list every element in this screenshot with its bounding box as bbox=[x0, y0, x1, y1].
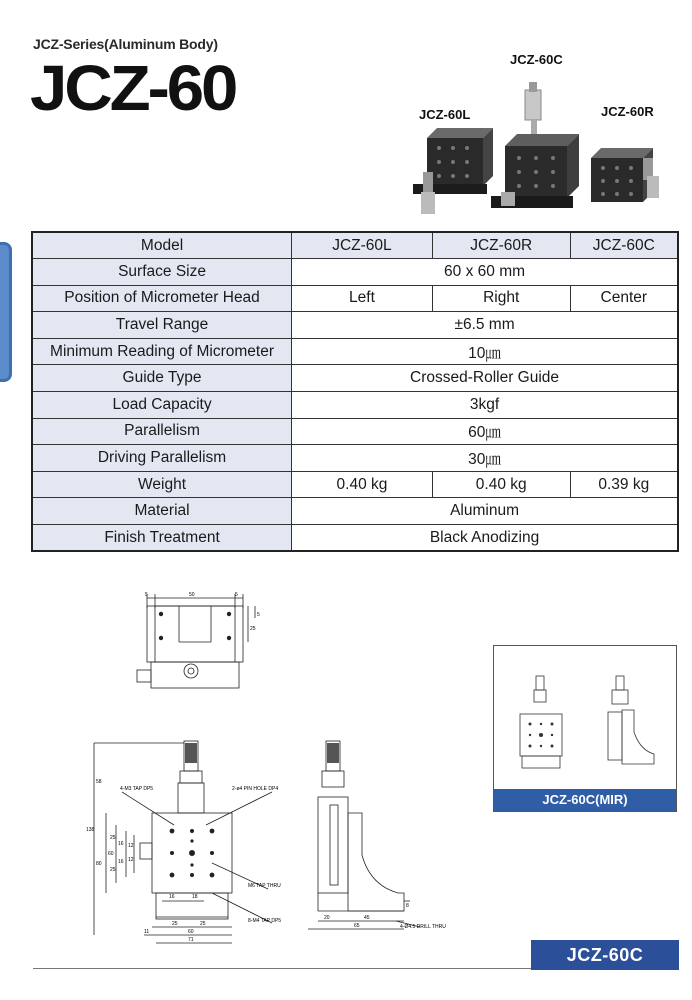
dim-text: 138 bbox=[86, 827, 95, 833]
row-label: Load Capacity bbox=[32, 392, 292, 419]
col-header-l: JCZ-60L bbox=[292, 232, 433, 259]
dim-text: 12 bbox=[128, 843, 134, 849]
dim-text: 16 bbox=[169, 894, 175, 900]
row-label: Weight bbox=[32, 471, 292, 498]
callout-text: M6 TAP THRU bbox=[248, 883, 281, 889]
cell-value: 60㎛ bbox=[292, 418, 678, 445]
cell-value: Crossed-Roller Guide bbox=[292, 365, 678, 392]
table-row bbox=[32, 259, 678, 286]
table-row bbox=[32, 471, 678, 498]
row-label: Finish Treatment bbox=[32, 525, 292, 552]
table-row bbox=[32, 392, 678, 419]
footer-model-tag: JCZ-60C bbox=[531, 940, 679, 970]
dim-text: 5 bbox=[257, 612, 260, 618]
mirror-variant-box bbox=[493, 645, 677, 812]
dim-text: 11 bbox=[144, 929, 150, 935]
dim-text: 60 bbox=[188, 929, 194, 935]
callout-text: 4-Ø4.5 DRILL THRU bbox=[400, 924, 446, 930]
dim-text: 80 bbox=[96, 861, 102, 867]
mirror-caption: JCZ-60C(MIR) bbox=[494, 789, 676, 811]
dim-text: 60 bbox=[108, 851, 114, 857]
cell-value: Aluminum bbox=[292, 498, 678, 525]
dim-text: 58 bbox=[96, 779, 102, 785]
row-label: Travel Range bbox=[32, 312, 292, 339]
row-label: Model bbox=[32, 232, 292, 259]
callout-text: 4-M3 TAP DP5 bbox=[120, 786, 154, 792]
row-label: Parallelism bbox=[32, 418, 292, 445]
callout-text: 2-ø4 PIN HOLE DP4 bbox=[232, 786, 279, 792]
dim-text: 20 bbox=[324, 915, 330, 921]
table-row bbox=[32, 312, 678, 339]
dim-text: 16 bbox=[118, 859, 124, 865]
dim-text: 16 bbox=[118, 841, 124, 847]
dim-text: 25 bbox=[110, 867, 116, 873]
table-row bbox=[32, 418, 678, 445]
cell-value: 0.40 kg bbox=[292, 471, 433, 498]
dim-text: 5 bbox=[235, 592, 238, 598]
dim-text: 25 bbox=[110, 835, 116, 841]
table-row bbox=[32, 232, 678, 259]
cell-value: 10㎛ bbox=[292, 338, 678, 365]
row-label: Surface Size bbox=[32, 259, 292, 286]
table-row bbox=[32, 445, 678, 472]
stage-photo-right bbox=[591, 148, 659, 202]
cell-value: 3kgf bbox=[292, 392, 678, 419]
stage-photo-center bbox=[491, 82, 579, 208]
cell-value: Left bbox=[292, 285, 433, 312]
spec-table bbox=[31, 231, 679, 552]
series-title: JCZ-Series(Aluminum Body) bbox=[33, 36, 218, 52]
product-photos bbox=[405, 80, 675, 230]
cell-value: 60 x 60 mm bbox=[292, 259, 678, 286]
stage-photo-left bbox=[413, 128, 493, 214]
photo-label-right: JCZ-60R bbox=[601, 104, 654, 119]
dim-text: 5 bbox=[145, 592, 148, 598]
table-row bbox=[32, 285, 678, 312]
footer-divider bbox=[33, 968, 533, 969]
cell-value: Center bbox=[570, 285, 678, 312]
row-label: Guide Type bbox=[32, 365, 292, 392]
table-row bbox=[32, 365, 678, 392]
mirror-variant-drawing bbox=[494, 646, 678, 791]
row-label: Material bbox=[32, 498, 292, 525]
table-row bbox=[32, 498, 678, 525]
photo-label-center: JCZ-60C bbox=[510, 52, 563, 67]
cell-value: 0.39 kg bbox=[570, 471, 678, 498]
dim-text: 45 bbox=[364, 915, 370, 921]
dim-text: 8 bbox=[406, 903, 409, 909]
row-label: Driving Parallelism bbox=[32, 445, 292, 472]
callout-text: 8-M4 TAP DP5 bbox=[248, 918, 282, 924]
row-label: Position of Micrometer Head bbox=[32, 285, 292, 312]
cell-value: Right bbox=[432, 285, 570, 312]
side-index-tab bbox=[0, 242, 12, 382]
dim-text: 50 bbox=[189, 592, 195, 598]
dim-text: 25 bbox=[172, 921, 178, 927]
cell-value: 0.40 kg bbox=[432, 471, 570, 498]
model-title: JCZ-60 bbox=[30, 52, 236, 124]
dim-text: 18 bbox=[192, 894, 198, 900]
dim-text: 71 bbox=[188, 937, 194, 943]
col-header-c: JCZ-60C bbox=[570, 232, 678, 259]
dim-text: 65 bbox=[354, 923, 360, 929]
drawing-side-view bbox=[300, 735, 475, 935]
drawing-front-view bbox=[82, 735, 287, 950]
dim-text: 25 bbox=[200, 921, 206, 927]
photo-label-left: JCZ-60L bbox=[419, 107, 471, 122]
col-header-r: JCZ-60R bbox=[432, 232, 570, 259]
dim-text: 12 bbox=[128, 857, 134, 863]
drawing-top-view bbox=[135, 588, 265, 693]
cell-value: ±6.5 mm bbox=[292, 312, 678, 339]
table-row bbox=[32, 525, 678, 552]
cell-value: Black Anodizing bbox=[292, 525, 678, 552]
cell-value: 30㎛ bbox=[292, 445, 678, 472]
table-row bbox=[32, 338, 678, 365]
dim-text: 25 bbox=[250, 626, 256, 632]
row-label: Minimum Reading of Micrometer bbox=[32, 338, 292, 365]
